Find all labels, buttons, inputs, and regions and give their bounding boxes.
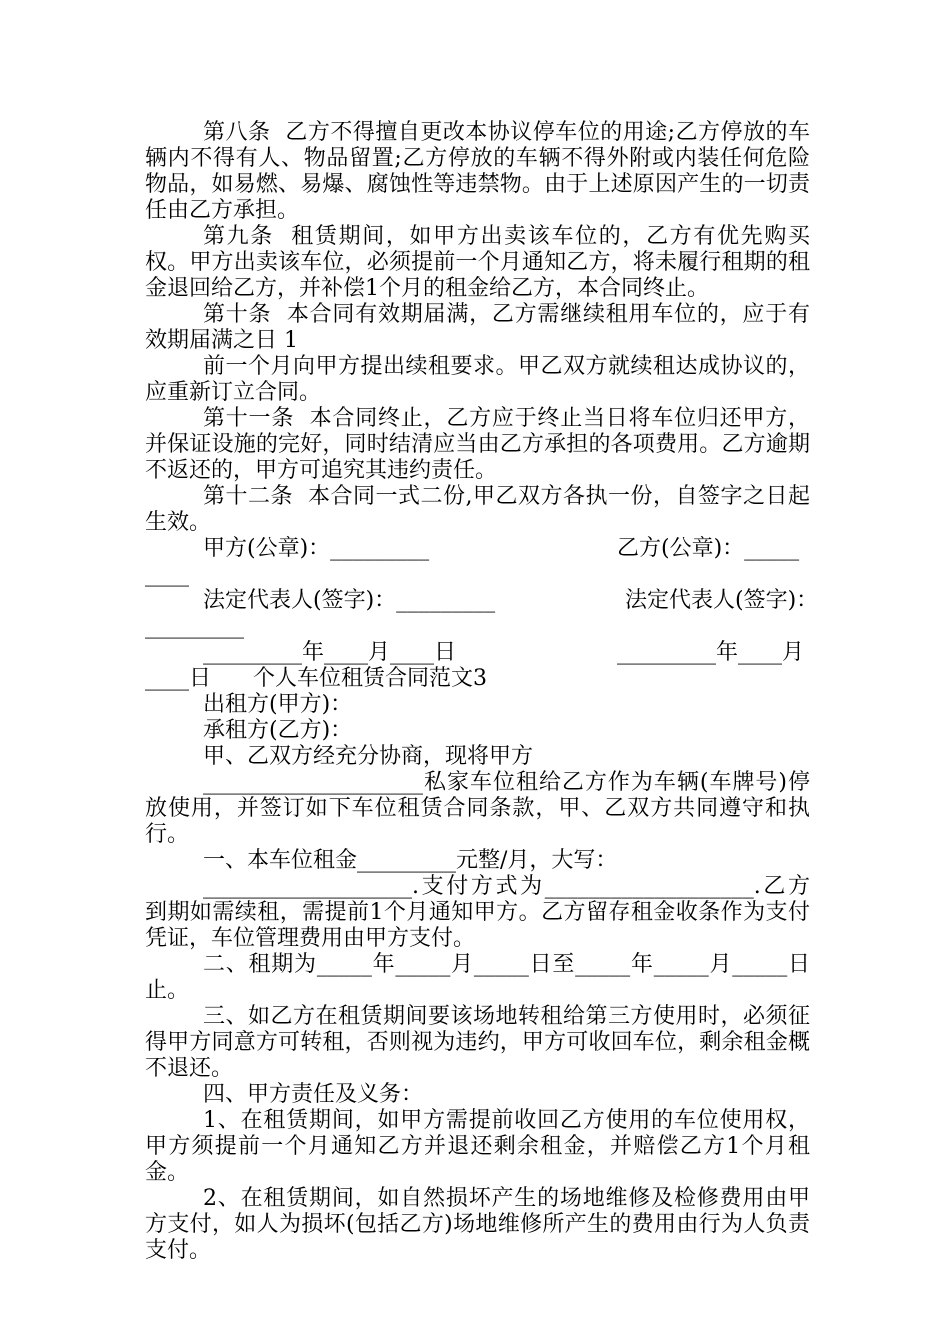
party-b-rep-continued: _________	[145, 614, 244, 639]
signature-date-row	[145, 640, 810, 666]
clause-11: 第十一条 本合同终止，乙方应于终止当日将车位归还甲方，并保证设施的完好，同时结清应当由乙方承担的各项费用。乙方逾期不返还的，甲方可追究其违约责任。	[145, 406, 810, 483]
signature-seal-row	[145, 536, 810, 562]
party-b-seal-field: 乙方(公章)：_____	[617, 536, 800, 561]
lessee-line: 承租方(乙方)：	[203, 718, 353, 743]
party-b-rep-field: 法定代表人(签字)：	[625, 588, 819, 613]
clause-12: 第十二条 本合同一式二份,甲乙双方各执一份，自签字之日起生效。	[145, 484, 810, 535]
signature-rep-row	[145, 588, 819, 614]
party-b-date-continued: ____日 个人车位租赁合同范文3	[145, 666, 487, 691]
party-a-seal-field: 甲方(公章)：_________	[203, 536, 430, 561]
term-sublease: 三、如乙方在租赁期间要该场地转租给第三方使用时，必须征得甲方同意方可转租，否则视为违约，甲方可收回车位，剩余租金概不退还。	[145, 1004, 810, 1081]
term-lessor-duties-heading: 四、甲方责任及义务：	[203, 1082, 424, 1107]
clause-10: 第十条 本合同有效期届满，乙方需继续租用车位的，应于有效期届满之日 1	[145, 302, 810, 353]
party-b-date-field: _________年____月	[617, 640, 805, 665]
party-a-date-field: _________年____月____日	[203, 640, 457, 665]
preamble-line: 甲、乙双方经充分协商，现将甲方	[203, 744, 534, 769]
lessor-line: 出租方(甲方)：	[203, 692, 353, 717]
lessor-duty-1: 1、在租赁期间，如甲方需提前收回乙方使用的车位使用权，甲方须提前一个月通知乙方并退还剩余租金，并赔偿乙方1个月租金。	[145, 1108, 810, 1185]
clause-10-continued: 前一个月向甲方提出续租要求。甲乙双方就续租达成协议的，应重新订立合同。	[145, 354, 810, 405]
term-lease-period: 二、租期为_____年_____月_____日至_____年_____月_____日止。	[145, 952, 810, 1003]
lessor-duty-2: 2、在租赁期间，如自然损坏产生的场地维修及检修费用由甲方支付，如人为损坏(包括乙方)场地维修所产生的费用由行为人负责支付。	[145, 1186, 810, 1263]
term-rent: 一、本车位租金_________元整/月，大写：	[203, 848, 618, 873]
clause-8: 第八条 乙方不得擅自更改本协议停车位的用途;乙方停放的车辆内不得有人、物品留置;乙方停放的车辆不得外附或内装任何危险物品，如易燃、易爆、腐蚀性等违禁物。由于上述原因产生的一切责任由乙方承担。	[145, 120, 810, 223]
clause-9: 第九条 租赁期间，如甲方出卖该车位的，乙方有优先购买权。甲方出卖该车位，必须提前一个月通知乙方，将未履行租期的租金退回给乙方，并补偿1个月的租金给乙方，本合同终止。	[145, 224, 810, 301]
document-page	[145, 120, 819, 1264]
party-a-rep-field: 法定代表人(签字)：_________	[203, 588, 496, 613]
preamble-continued: ____________________私家车位租给乙方作为车辆(车牌号)停放使用，并签订如下车位租赁合同条款，甲、乙双方共同遵守和执行。	[145, 770, 810, 847]
party-b-seal-continued: ____	[145, 562, 189, 587]
term-payment: ___________________.支付方式为___________________.乙方到期如需续租，需提前1个月通知甲方。乙方留存租金收条作为支付凭证，车位管理费用由甲方支付。	[145, 874, 810, 951]
